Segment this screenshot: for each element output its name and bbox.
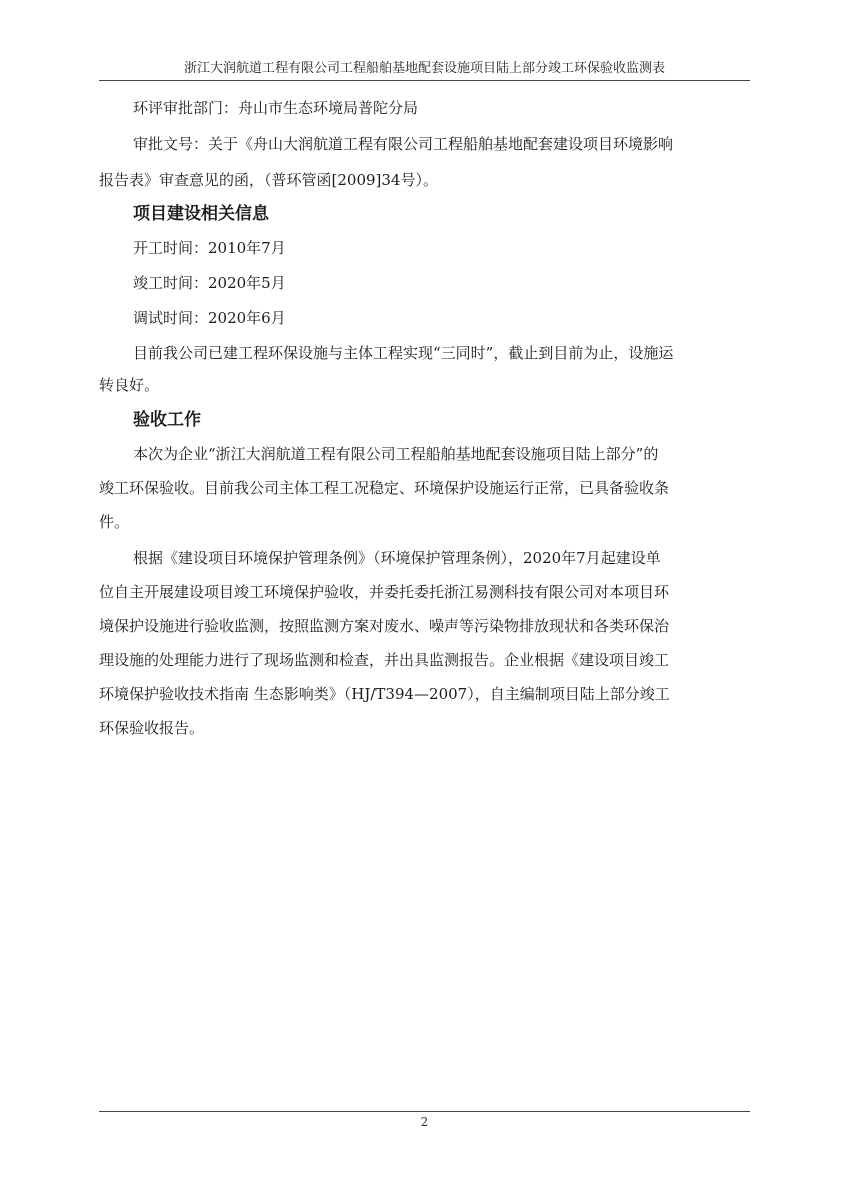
paragraph-line: 环保验收报告。: [99, 719, 205, 737]
start-time: 开工时间：2010年7月: [133, 239, 286, 257]
page-number: 2: [420, 1115, 429, 1129]
status-line: 目前我公司已建工程环保设施与主体工程实现“三同时”，截止到目前为止，设施运: [133, 344, 674, 362]
paragraph-line: 位自主开展建设项目竣工环境保护验收，并委托委托浙江易测科技有限公司对本项目环: [99, 583, 670, 601]
paragraph-line: 本次为企业“浙江大润航道工程有限公司工程船舶基地配套设施项目陆上部分”的: [133, 445, 659, 463]
approval-document-line: 审批文号：关于《舟山大润航道工程有限公司工程船舶基地配套建设项目环境影响: [133, 135, 674, 153]
approval-department: 环评审批部门：舟山市生态环境局普陀分局: [133, 99, 419, 117]
paragraph-line: 环境保护验收技术指南 生态影响类》（HJ/T394—2007），自主编制项目陆上部分竣工: [99, 685, 670, 703]
section-title-acceptance: 验收工作: [133, 410, 201, 430]
paragraph-line: 竣工环保验收。目前我公司主体工程工况稳定、环境保护设施运行正常，已具备验收条: [99, 479, 670, 497]
completion-time: 竣工时间：2020年5月: [133, 274, 286, 292]
status-line: 转良好。: [99, 376, 160, 394]
paragraph-line: 境保护设施进行验收监测，按照监测方案对废水、噪声等污染物排放现状和各类环保治: [99, 617, 670, 635]
header-divider: [99, 80, 750, 81]
paragraph-line: 根据《建设项目环境保护管理条例》（环境保护管理条例），2020年7月起建设单: [133, 549, 661, 567]
footer-divider: [99, 1111, 750, 1112]
paragraph-line: 理设施的处理能力进行了现场监测和检查，并出具监测报告。企业根据《建设项目竣工: [99, 651, 670, 669]
debug-time: 调试时间：2020年6月: [133, 309, 286, 327]
running-header: 浙江大润航道工程有限公司工程船舶基地配套设施项目陆上部分竣工环保验收监测表: [183, 61, 665, 76]
section-title-project-info: 项目建设相关信息: [133, 204, 269, 224]
approval-document-line: 报告表》审查意见的函，（普环管函[2009]34号）。: [99, 171, 438, 189]
paragraph-line: 件。: [99, 513, 130, 531]
